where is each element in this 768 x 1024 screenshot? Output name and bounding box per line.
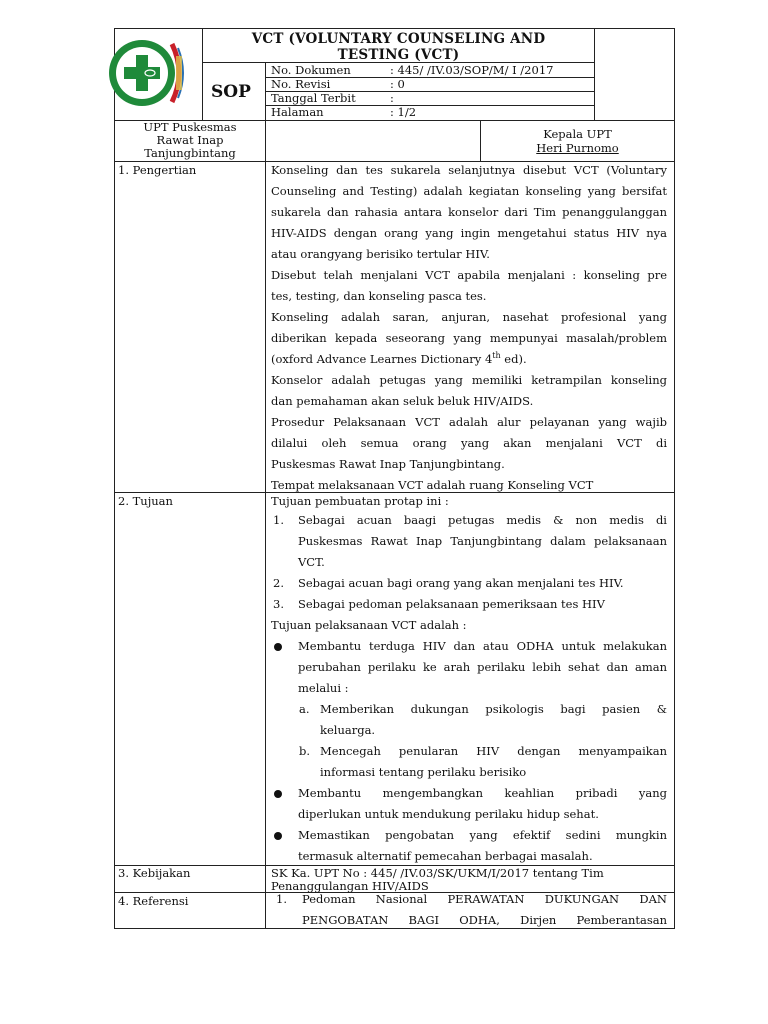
kebijakan-line-2: Penanggulangan HIV/AIDS	[271, 879, 429, 893]
organization-name	[115, 121, 265, 160]
superscript: th	[492, 351, 501, 361]
tujuan-item-line: VCT.	[298, 555, 325, 569]
meta-label-halaman: Halaman	[271, 105, 324, 119]
head-signature	[481, 127, 674, 155]
meta-value-dokumen: : 445/ /IV.03/SOP/M/ I /2017	[390, 63, 554, 77]
sub-item	[320, 699, 667, 741]
meta-label-tanggal: Tanggal Terbit	[271, 91, 356, 105]
tujuan-item-line: Sebagai acuan baagi petugas medis & non medis di	[298, 513, 667, 527]
sub-item-line: keluarga.	[320, 723, 376, 737]
section-label-kebijakan: 3. Kebijakan	[118, 866, 191, 880]
pengertian-line	[271, 349, 667, 370]
health-cross-logo	[106, 38, 188, 108]
tujuan-item-line: Puskesmas Rawat Inap Tanjungbintang dalam pelaksanaan	[298, 534, 667, 548]
sop-label: SOP	[211, 82, 251, 102]
tujuan-item: Sebagai acuan bagi orang yang akan menjalani tes HIV.	[298, 576, 624, 590]
bullet-dot	[274, 790, 282, 798]
pengertian-line: Konselor adalah petugas yang memiliki ketrampilan konseling	[271, 373, 667, 387]
referensi-line: Pedoman Nasional PERAWATAN DUKUNGAN DAN	[302, 892, 667, 906]
referensi-item	[302, 889, 667, 931]
tujuan-bullet	[298, 825, 667, 867]
sub-item-marker: a.	[299, 702, 310, 716]
bullet-dot	[274, 643, 282, 651]
meta-value-revisi: : 0	[390, 77, 405, 91]
bullet-line: diperlukan untuk mendukung perilaku hidup sehat.	[298, 807, 599, 821]
citation-tail: ed).	[500, 352, 527, 366]
sub-item	[320, 741, 667, 783]
org-line-2: Rawat Inap	[156, 133, 224, 147]
pengertian-line: Tempat melaksanaan VCT adalah ruang Konseling VCT	[271, 478, 594, 492]
meta-value-halaman: : 1/2	[390, 105, 417, 119]
meta-label-dokumen: No. Dokumen	[271, 63, 351, 77]
sub-item-line: Mencegah penularan HIV dengan menyampaikan	[320, 744, 667, 758]
pengertian-line: dilalui oleh semua orang yang akan menjalani VCT di	[271, 436, 667, 450]
meta-label-revisi: No. Revisi	[271, 77, 331, 91]
tujuan-item-number: 3.	[273, 597, 284, 611]
org-line-1: UPT Puskesmas	[143, 120, 237, 134]
pengertian-content	[271, 160, 667, 492]
sub-item-line: informasi tentang perilaku berisiko	[320, 765, 527, 779]
pengertian-line: HIV-AIDS dengan orang yang ingin mengetahui status HIV nya	[271, 226, 667, 240]
tujuan-intro: Tujuan pembuatan protap ini :	[271, 494, 449, 508]
pengertian-line: atau orangyang berisiko tertular HIV.	[271, 247, 490, 261]
pengertian-line: diberikan kepada seseorang yang mempunyai masalah/problem	[271, 331, 667, 345]
bullet-line: termasuk alternatif pemecahan berbagai masalah.	[298, 849, 593, 863]
referensi-line: PENGOBATAN BAGI ODHA, Dirjen Pemberantasan	[302, 913, 667, 927]
bullet-line: perubahan perilaku ke arah perilaku lebih sehat dan aman	[298, 660, 667, 674]
title-line-2: TESTING (VCT)	[337, 47, 460, 63]
tujuan-item	[298, 510, 667, 573]
bullet-dot	[274, 832, 282, 840]
section-label-pengertian: 1. Pengertian	[118, 163, 197, 177]
title-line-1: VCT (VOLUNTARY COUNSELING AND	[251, 31, 546, 47]
head-title: Kepala UPT	[543, 127, 612, 141]
tujuan-item: Sebagai pedoman pelaksanaan pemeriksaan tes HIV	[298, 597, 605, 611]
head-name: Heri Purnomo	[536, 141, 619, 155]
tujuan-intro-2: Tujuan pelaksanaan VCT adalah :	[271, 618, 467, 632]
tujuan-bullet	[298, 636, 667, 699]
pengertian-line: Konseling dan tes sukarela selanjutnya disebut VCT (Voluntary	[271, 163, 667, 177]
bullet-line: Memastikan pengobatan yang efektif sedini mungkin	[298, 828, 667, 842]
pengertian-line: sukarela dan rahasia antara konselor dari Tim penanggulanggan	[271, 205, 667, 219]
tujuan-item-number: 1.	[273, 513, 284, 527]
kebijakan-line-1: SK Ka. UPT No : 445/ /IV.03/SK/UKM/I/2017 tentang Tim	[271, 866, 604, 880]
bullet-line: melalui :	[298, 681, 349, 695]
citation-text: (oxford Advance Learnes Dictionary 4	[271, 352, 493, 366]
bullet-line: Membantu terduga HIV dan atau ODHA untuk melakukan	[298, 639, 667, 653]
referensi-number: 1.	[276, 892, 287, 906]
pengertian-line: Prosedur Pelaksanaan VCT adalah alur pelayanan yang wajib	[271, 415, 667, 429]
pengertian-line: dan pemahaman akan seluk beluk HIV/AIDS.	[271, 394, 534, 408]
pengertian-line: Puskesmas Rawat Inap Tanjungbintang.	[271, 457, 505, 471]
meta-value-tanggal: :	[390, 91, 394, 105]
pengertian-line: Counseling and Testing) adalah kegiatan konseling yang bersifat	[271, 184, 667, 198]
sub-item-line: Memberikan dukungan psikologis bagi pasien &	[320, 702, 667, 716]
org-line-3: Tanjungbintang	[144, 146, 236, 160]
pengertian-line: Disebut telah menjalani VCT apabila menjalani : konseling pre	[271, 268, 667, 282]
pengertian-line: tes, testing, dan konseling pasca tes.	[271, 289, 487, 303]
bullet-line: Membantu mengembangkan keahlian pribadi yang	[298, 786, 667, 800]
document-title	[203, 31, 594, 63]
tujuan-bullet	[298, 783, 667, 825]
sub-item-marker: b.	[299, 744, 311, 758]
section-label-tujuan: 2. Tujuan	[118, 494, 173, 508]
pengertian-line: Konseling adalah saran, anjuran, nasehat profesional yang	[271, 310, 667, 324]
tujuan-item-number: 2.	[273, 576, 284, 590]
section-label-referensi: 4. Referensi	[118, 894, 189, 908]
